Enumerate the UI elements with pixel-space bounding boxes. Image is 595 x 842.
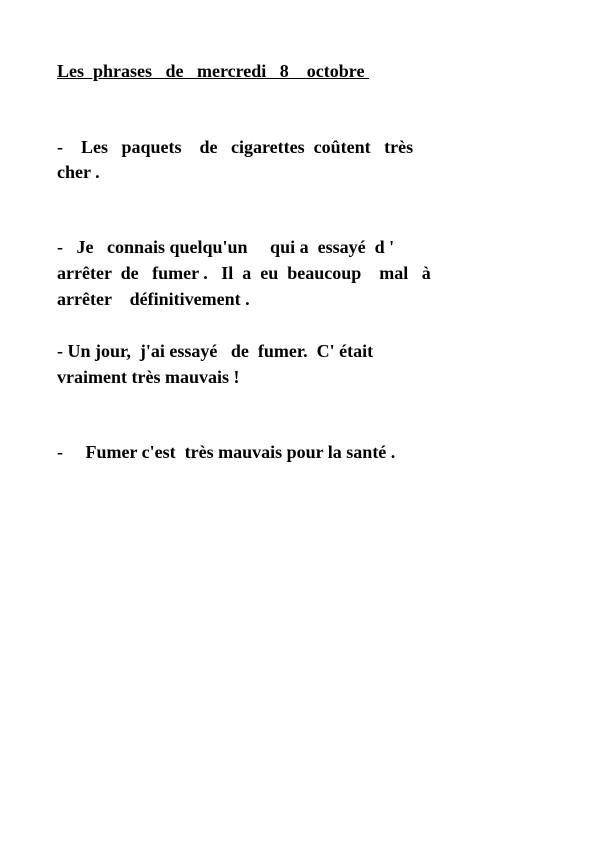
sentence-4-line-1: - Fumer c'est très mauvais pour la santé . — [57, 442, 396, 462]
page-title: Les phrases de mercredi 8 octobre — [57, 61, 369, 81]
sentence-1-line-1: - Les paquets de cigarettes coûtent très — [57, 137, 414, 157]
sentence-2-line-3: arrêter définitivement . — [57, 289, 250, 309]
sentence-1-line-2: cher . — [57, 162, 100, 182]
sentence-3-line-1: - Un jour, j'ai essayé de fumer. C' était — [57, 341, 374, 361]
sentence-2-line-1: - Je connais quelqu'un qui a essayé d ' — [57, 237, 395, 257]
sentence-2-line-2: arrêter de fumer . Il a eu beaucoup mal à — [57, 263, 431, 283]
sentence-3-line-2: vraiment très mauvais ! — [57, 367, 240, 387]
